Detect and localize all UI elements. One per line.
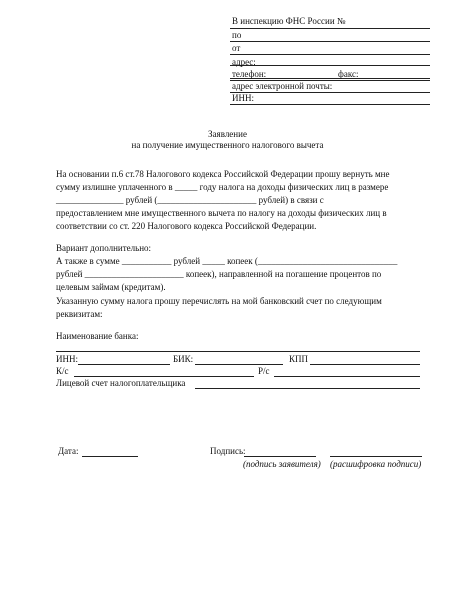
main-line-1: На основании п.6 ст.78 Налогового кодекса Российской Федерации прошу вернуть мне — [56, 169, 390, 179]
rs-line — [274, 376, 420, 377]
header-email: адрес электронной почты: — [232, 81, 333, 91]
account-line-2: реквизитам: — [56, 309, 103, 319]
bik-label: БИК: — [173, 354, 194, 364]
document-title: Заявление — [208, 129, 247, 139]
kpp-label: КПП — [289, 354, 309, 364]
rs-label: Р/с — [258, 366, 270, 376]
decode-caption: (расшифровка подписи) — [330, 459, 422, 469]
header-line — [230, 92, 430, 93]
signature-caption: (подпись заявителя) — [243, 459, 321, 469]
inn-label: ИНН: — [56, 354, 78, 364]
main-line-3: _______________ рублей (______________________ рублей) в связи с — [56, 195, 324, 205]
main-line-4: предоставлением мне имущественного вычета по налогу на доходы физических лиц в — [56, 208, 387, 218]
header-inspection: В инспекцию ФНС России № — [232, 16, 346, 26]
header-line — [230, 28, 430, 29]
header-po: по — [232, 30, 242, 40]
variant-line-3: рублей ______________________ копеек), направленной на погашение процентов по — [56, 269, 382, 279]
variant-line-4: целевым займам (кредитам). — [56, 282, 166, 292]
variant-line-1: Вариант дополнительно: — [56, 243, 152, 253]
inn-line — [78, 364, 170, 365]
header-fax: факс: — [338, 69, 359, 79]
account-holder-label: Лицевой счет налогоплательщика — [56, 378, 186, 388]
date-label: Дата: — [58, 446, 79, 456]
main-line-5: соответствии со ст. 220 Налогового кодекса Российской Федерации. — [56, 221, 317, 231]
date-line — [82, 456, 138, 457]
header-line — [230, 54, 430, 55]
header-line — [230, 104, 430, 105]
variant-line-2: А также в сумме ___________ рублей _____ копеек (_______________________________ — [56, 256, 398, 266]
account-line-1: Указанную сумму налога прошу перечислять на мой банковский счет по следующим — [56, 296, 382, 306]
header-phone: телефон: — [232, 69, 267, 79]
bik-line — [195, 364, 283, 365]
header-address: адрес: — [232, 57, 256, 67]
bank-name-label: Наименование банка: — [56, 331, 139, 341]
ks-line — [74, 376, 254, 377]
header-inn: ИНН: — [232, 93, 254, 103]
main-line-2: сумму излишне уплаченного в _____ году налога на доходы физических лиц в размере — [56, 182, 389, 192]
header-line — [230, 65, 430, 66]
signature-line — [244, 456, 316, 457]
kpp-line — [310, 364, 420, 365]
header-ot: от — [232, 43, 241, 53]
document-subtitle: на получение имущественного налогового вычета — [131, 140, 324, 150]
account-holder-line — [195, 388, 420, 389]
header-line — [230, 41, 430, 42]
bank-name-line — [56, 351, 420, 352]
signature-label: Подпись: — [210, 446, 246, 456]
decode-line — [330, 456, 422, 457]
ks-label: К/с — [56, 366, 69, 376]
